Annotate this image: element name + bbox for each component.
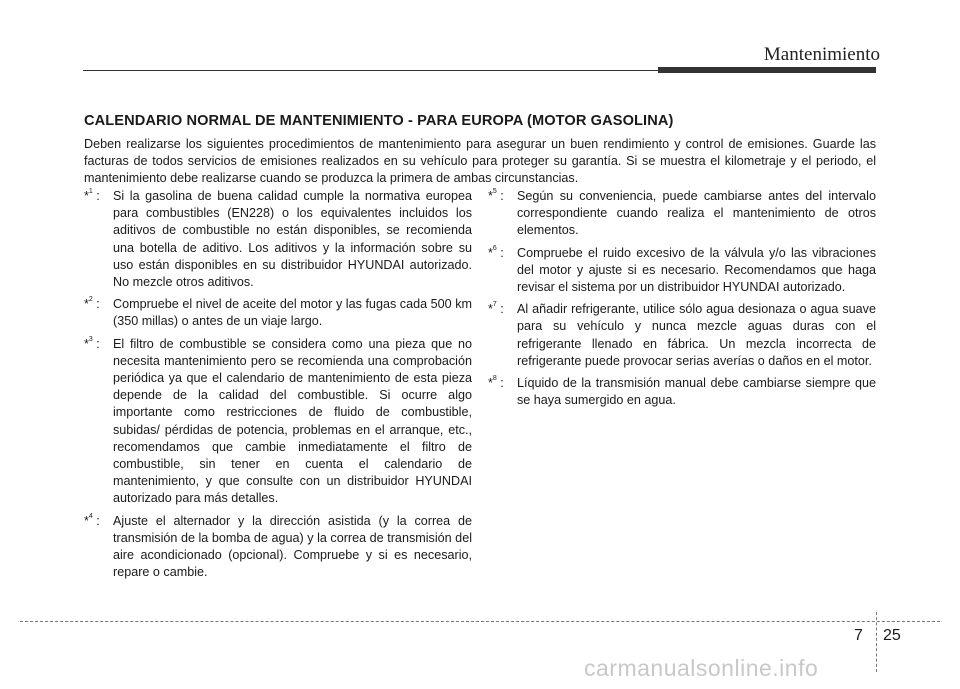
section-title: CALENDARIO NORMAL DE MANTENIMIENTO - PARA EUROPA (MOTOR GASOLINA)	[84, 113, 674, 129]
footnote-4	[84, 513, 472, 582]
footnote-text: Compruebe el nivel de aceite del motor y las fugas cada 500 km (350 millas) o antes de un viaje largo.	[113, 297, 472, 329]
footnote-marker: *$^5$ :	[488, 188, 504, 203]
page-number: 25	[883, 627, 901, 644]
footnote-text: Compruebe el ruido excesivo de la válvula y/o las vibraciones del motor y ajuste si es necesario. Recomendamos que haga revisar el sistema por un distribuidor HYUNDAI autorizado.	[517, 245, 876, 295]
footnote-2	[84, 296, 472, 330]
footer-dashed-rule	[20, 621, 940, 622]
footnote-7	[488, 301, 876, 370]
footnote-5	[488, 188, 876, 240]
notes-column-right	[488, 188, 876, 414]
footnote-text: Si la gasolina de buena calidad cumple la normativa europea para combustibles (EN228) o los equivalentes incluidos los aditivos de combustible no están disponibles, se recomienda una botella de aditivo. Los aditivos y la información sobre su uso están disponibles en su distribuidor HYUNDAI autorizado. No mezcle otros aditivos.	[113, 189, 472, 290]
footnote-3	[84, 336, 472, 508]
footnote-marker: *$^4$ :	[84, 512, 100, 528]
footnote-text: Al añadir refrigerante, utilice sólo agua desionaza o agua suave para su vehículo y nunca mezcle aguas duras con el refrigerante llenado en fábrica. Un mezcla incorrecta de refrigerante puede provocar serias averías o daños en el motor.	[517, 302, 876, 368]
footnote-text: Ajuste el alternador y la dirección asistida (y la correa de transmisión de la bomba de agua) y la correa de transmisión del aire acondicionado (opcional). Compruebe y si es necesario, repare o cambie.	[113, 513, 472, 580]
header-rule-thick	[658, 67, 876, 73]
footer-dashed-divider	[876, 612, 877, 672]
watermark: carmanualsonline.info	[584, 655, 819, 681]
footnote-marker: *$^2$ :	[84, 296, 100, 312]
footnote-marker: *$^8$ :	[488, 375, 504, 391]
header-rule-thin	[83, 70, 658, 71]
chapter-number: 7	[854, 627, 863, 644]
footnote-1	[84, 188, 472, 291]
footnote-text: El filtro de combustible se considera como una pieza que no necesita mantenimiento pero se recomienda una comprobación periódica ya que el calendario de mantenimiento de esta pieza depende de la calidad del combustible. Si ocurre algo importante como restricciones de fluido de combustible, subidas/ pérdidas de potencia, problemas en el arranque, etc., recomendamos que cambie inmediatamente el filtro de combustible, sin tener en cuenta el calendario de mantenimiento, y que consulte con un distribuidor HYUNDAI autorizado para más detalles.	[113, 336, 472, 506]
footnote-marker: *$^6$ :	[488, 244, 504, 260]
footnote-text: Líquido de la transmisión manual debe cambiarse siempre que se haya sumergido en agua.	[517, 376, 876, 408]
footnote-6	[488, 245, 876, 297]
footnote-8	[488, 375, 876, 409]
footnote-marker: *$^7$ :	[488, 301, 504, 317]
chapter-header-title: Mantenimiento	[763, 44, 880, 65]
footnote-text: Según su conveniencia, puede cambiarse antes del intervalo correspondiente cuando realiza el mantenimiento de otros elementos.	[517, 189, 876, 238]
section-intro: Deben realizarse los siguientes procedimientos de mantenimiento para asegurar un buen rendimiento y control de emisiones. Guarde las facturas de todos servicios de emisiones realizados en su vehículo para proteger su garantía. Si se muestra el kilometraje y el periodo, el mantenimiento debe realizarse cuando se produzca la primera de ambas circunstancias.	[84, 137, 876, 186]
notes-column-left	[84, 188, 472, 586]
footnote-marker: *$^3$ :	[84, 335, 100, 351]
footnote-marker: *$^1$ :	[84, 188, 100, 203]
